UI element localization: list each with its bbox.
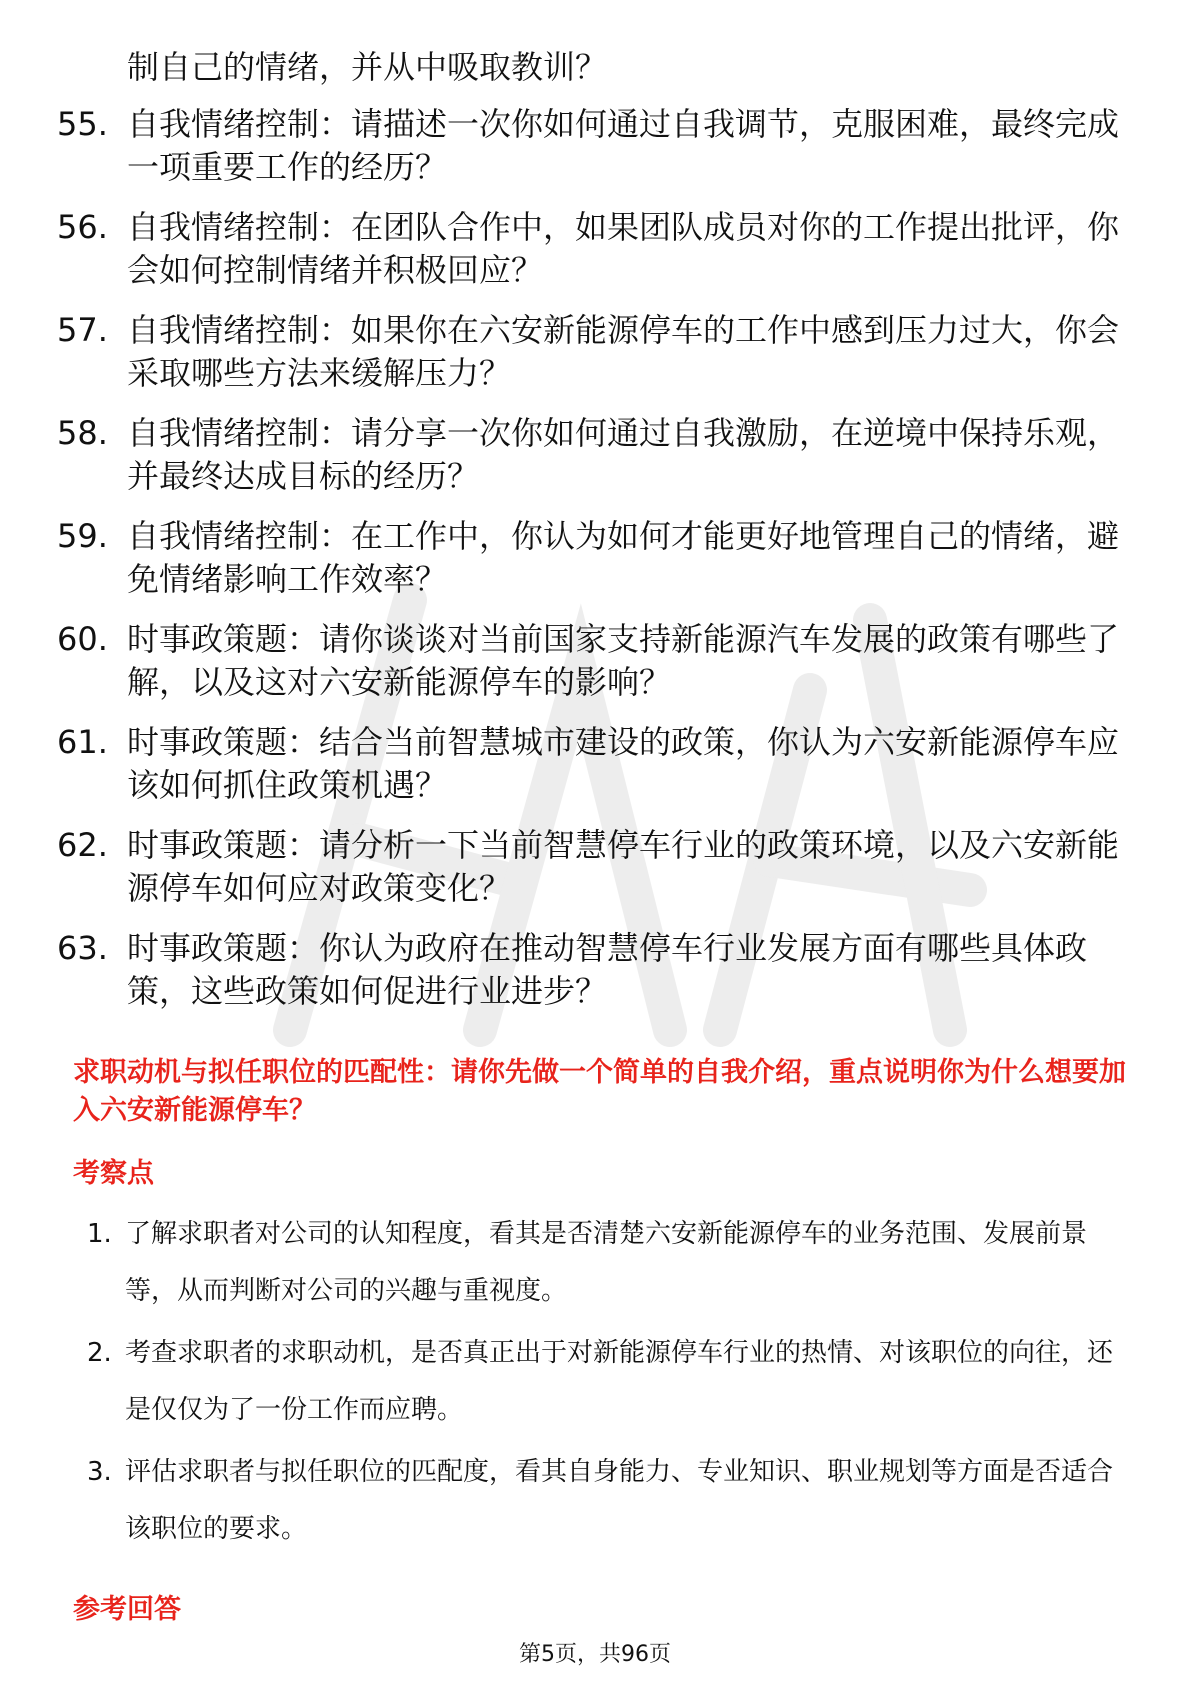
question-number: 60. [57,620,108,658]
question-text: 自我情绪控制：在工作中，你认为如何才能更好地管理自己的情绪，避免情绪影响工作效率？ [127,517,1120,598]
question-number: 61. [57,723,108,761]
question-item [57,46,1147,89]
question-item [57,206,1147,292]
question-number: 59. [57,517,108,555]
section-title: 求职动机与拟任职位的匹配性：请你先做一个简单的自我介绍，重点说明你为什么想要加入六安新能源停车？ [73,1057,1126,1126]
question-text: 自我情绪控制：在团队合作中，如果团队成员对你的工作提出批评，你会如何控制情绪并积极回应？ [127,208,1120,289]
points-heading: 考察点 [73,1158,154,1189]
page-footer: 第5页，共96页 [519,1642,671,1667]
question-number: 63. [57,929,108,967]
assessment-point [87,1444,1127,1558]
question-text: 自我情绪控制：请描述一次你如何通过自我调节，克服困难，最终完成一项重要工作的经历？ [127,105,1120,186]
question-item [57,618,1147,704]
question-item [57,515,1147,601]
point-text: 评估求职者与拟任职位的匹配度，看其自身能力、专业知识、职业规划等方面是否适合该职位的要求。 [125,1457,1114,1544]
question-text: 自我情绪控制：如果你在六安新能源停车的工作中感到压力过大，你会采取哪些方法来缓解压力？ [127,311,1120,392]
question-text: 时事政策题：请分析一下当前智慧停车行业的政策环境，以及六安新能源停车如何应对政策变化？ [127,826,1120,907]
assessment-point [87,1325,1127,1439]
point-text: 了解求职者对公司的认知程度，看其是否清楚六安新能源停车的业务范围、发展前景等，从而判断对公司的兴趣与重视度。 [125,1219,1088,1306]
question-text: 制自己的情绪，并从中吸取教训？ [127,48,608,86]
question-text: 时事政策题：结合当前智慧城市建设的政策，你认为六安新能源停车应该如何抓住政策机遇？ [127,723,1120,804]
question-item [57,927,1147,1013]
point-text: 考查求职者的求职动机，是否真正出于对新能源停车行业的热情、对该职位的向往，还是仅仅为了一份工作而应聘。 [125,1338,1114,1425]
question-item [57,824,1147,910]
assessment-points-list [87,1206,1127,1563]
question-number: 58. [57,414,108,452]
assessment-point [87,1206,1127,1320]
question-text: 自我情绪控制：请分享一次你如何通过自我激励，在逆境中保持乐观，并最终达成目标的经历？ [127,414,1120,495]
question-number: 62. [57,826,108,864]
answer-heading: 参考回答 [73,1594,181,1625]
question-text: 时事政策题：你认为政府在推动智慧停车行业发展方面有哪些具体政策，这些政策如何促进行业进步？ [127,929,1088,1010]
question-number: 56. [57,208,108,246]
question-item [57,103,1147,189]
question-list [57,46,1147,1030]
question-item [57,721,1147,807]
question-item [57,412,1147,498]
question-number: 57. [57,311,108,349]
question-text: 时事政策题：请你谈谈对当前国家支持新能源汽车发展的政策有哪些了解，以及这对六安新能源停车的影响？ [127,620,1120,701]
question-number: 55. [57,105,108,143]
point-number: 3. [87,1457,112,1487]
point-number: 2. [87,1338,112,1368]
point-number: 1. [87,1219,112,1249]
question-item [57,309,1147,395]
